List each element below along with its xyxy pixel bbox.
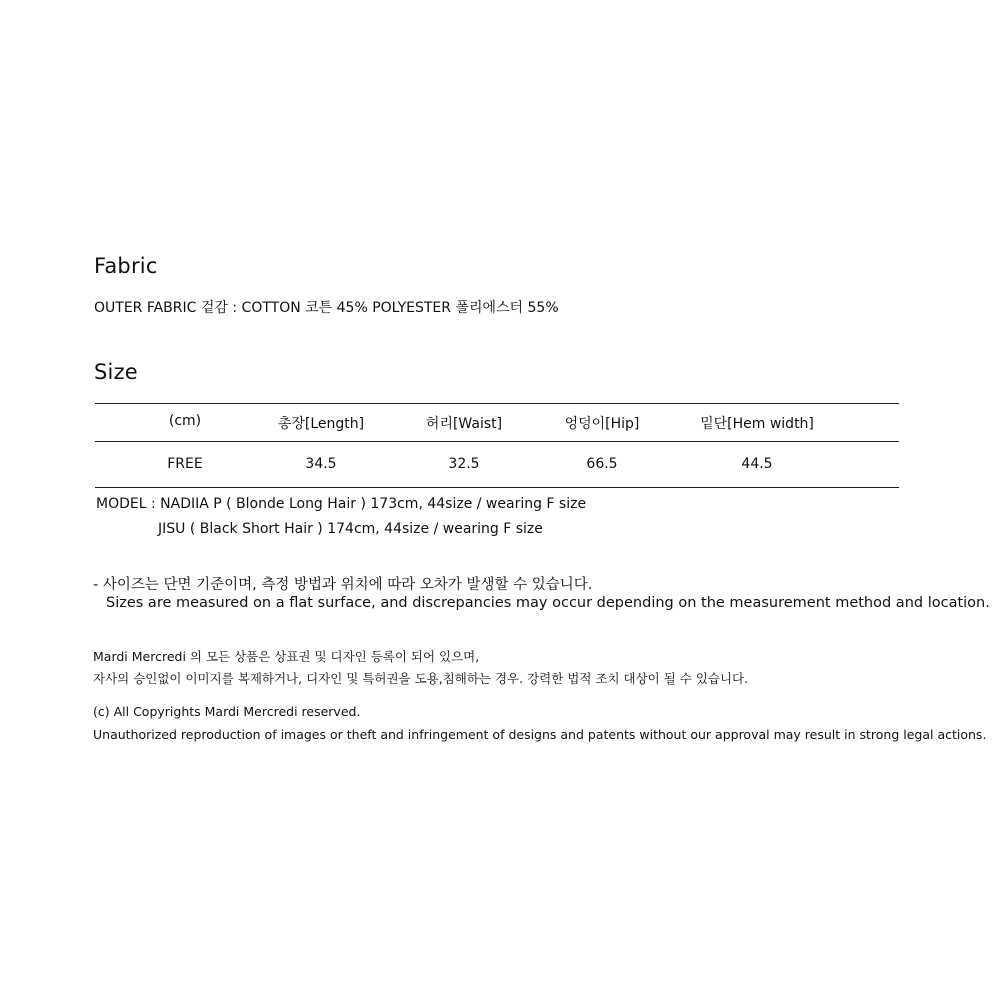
copyright-notice-korean-2: 자사의 승인없이 이미지를 복제하거나, 디자인 및 특허권을 도용,침해하는 경우. 강력한 법적 조치 대상이 될 수 있습니다. <box>93 671 749 686</box>
fabric-composition: OUTER FABRIC 겉감 : COTTON 코튼 45% POLYESTER 폴리에스터 55% <box>94 300 559 316</box>
fabric-heading: Fabric <box>94 254 158 278</box>
column-header-hip: 엉덩이[Hip] <box>564 416 640 432</box>
model-info-line-1: MODEL : NADIIA P ( Blonde Long Hair ) 173cm, 44size / wearing F size <box>96 496 587 512</box>
row-waist-value: 32.5 <box>448 456 480 472</box>
row-hem-width-value: 44.5 <box>741 456 773 472</box>
copyright-notice-english-1: (c) All Copyrights Mardi Mercredi reserved. <box>93 704 361 719</box>
measurement-notice-english: Sizes are measured on a flat surface, and discrepancies may occur depending on the measurement method and location. <box>106 595 990 611</box>
column-header-hem-width: 밑단[Hem width] <box>700 416 814 432</box>
copyright-notice-english-2: Unauthorized reproduction of images or theft and infringement of designs and patents without our approval may result in strong legal actions. <box>93 727 987 742</box>
row-size-label: FREE <box>167 456 203 472</box>
column-header-unit: (cm) <box>168 413 202 429</box>
table-header-rule <box>95 441 899 442</box>
column-header-waist: 허리[Waist] <box>425 416 503 432</box>
column-header-length: 총장[Length] <box>277 416 365 432</box>
copyright-notice-korean-1: Mardi Mercredi 의 모든 상품은 상표권 및 디자인 등록이 되어 있으며, <box>93 649 480 664</box>
table-top-rule <box>95 403 899 404</box>
measurement-notice-korean: - 사이즈는 단면 기준이며, 측정 방법과 위치에 따라 오차가 발생할 수 있습니다. <box>93 577 593 593</box>
table-bottom-rule <box>95 487 899 488</box>
row-hip-value: 66.5 <box>586 456 618 472</box>
size-heading: Size <box>94 360 138 384</box>
model-info-line-2: JISU ( Black Short Hair ) 174cm, 44size / wearing F size <box>158 521 543 537</box>
row-length-value: 34.5 <box>305 456 337 472</box>
